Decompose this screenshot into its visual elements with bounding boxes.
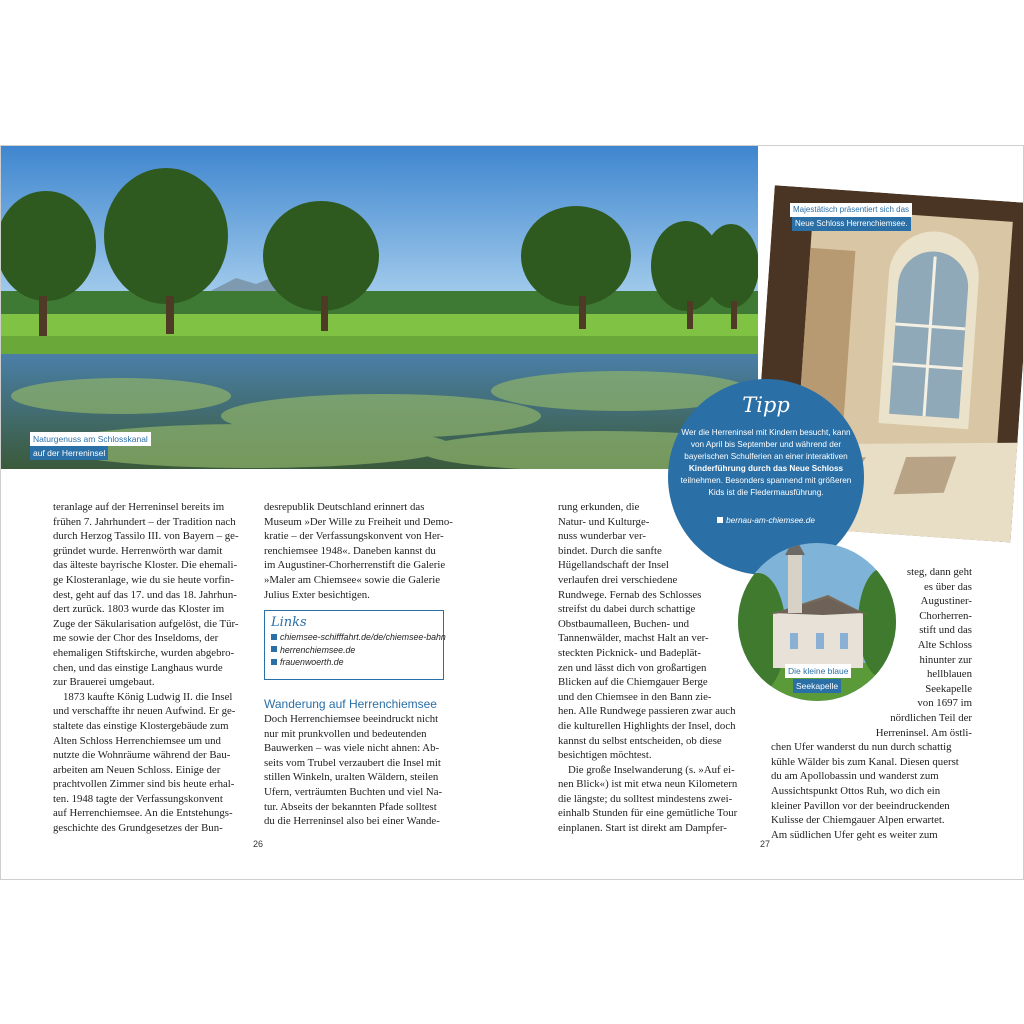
text-line: ten. 1948 tagte der Verfassungskonvent <box>53 792 223 805</box>
text-line: besichtigen möchtest. <box>558 749 652 762</box>
text-column-1 <box>53 500 249 836</box>
text-column-3 <box>558 500 753 836</box>
text-line: desrepublik Deutschland erinnert das <box>264 501 425 513</box>
text-line: kleiner Pavillon vor der beeindruckenden <box>771 799 950 812</box>
text-line: Doch Herrenchiemsee beeindruckt nicht <box>264 713 439 725</box>
text-line: nördlichen Teil der <box>890 711 972 724</box>
text-line: »Maler am Chiemsee« sowie die Galerie <box>264 573 440 586</box>
text-line: einhalb Stunden für eine gemütliche Tour <box>558 807 738 820</box>
tipp-text-before: Wer die Herreninsel mit Kindern besucht, kann von April bis September und während der bayerischen Schulferien an einer interaktiven <box>681 428 851 461</box>
text-line: und verschaffte ihr neuen Aufwind. Er ge- <box>53 705 236 718</box>
text-line: Tannenwälder, machst Halt an ver- <box>558 632 709 645</box>
text-line: im Augustiner-Chorherrenstift die Galerie <box>264 559 446 572</box>
links-title: Links <box>271 615 307 630</box>
text-line: Hügellandschaft der Insel <box>558 559 669 572</box>
text-line: tur. Abseits der bekannten Pfade solltest <box>264 800 437 813</box>
text-line: die längste; du solltest mindestens zwei- <box>558 792 733 805</box>
square-bullet-icon <box>271 646 277 652</box>
text-line: Museum »Der Wille zu Freiheit und Demo- <box>264 515 453 528</box>
text-line: Chorherren- <box>919 609 972 622</box>
square-bullet-icon <box>271 659 277 665</box>
text-line: Natur- und Kulturge- <box>558 515 650 528</box>
text-line: die kulturellen Highlights der Insel, doch <box>558 719 736 732</box>
tipp-text <box>678 427 854 499</box>
text-line: Obstbaumalleen, Buchen- und <box>558 617 690 630</box>
links-list <box>271 631 446 669</box>
text-line: Herreninsel. Am östli- <box>875 726 972 739</box>
text-line: seits vom Trubel verzaubert die Insel mit <box>264 756 441 769</box>
links-item-text: chiemsee-schifffahrt.de/de/chiemsee-bahn <box>280 632 446 642</box>
text-line: Alten Schloss Herrenchiemsee um und <box>53 734 221 747</box>
text-line: dest, geht auf das 17. und das 18. Jahrhun- <box>53 588 237 601</box>
text-line: nen Blick«) ist mit etwa neun Kilometern <box>558 778 738 791</box>
text-line: kühle Wälder bis zum Kanal. Diesen querst <box>771 755 959 768</box>
text-line: du am Apollobassin und wanderst zum <box>771 770 939 783</box>
text-column-4 <box>771 565 972 842</box>
text-line: einplanen. Start ist direkt am Dampfer- <box>558 822 727 835</box>
text-line: 1873 kaufte König Ludwig II. die Insel <box>63 690 233 703</box>
col1-lines <box>53 500 249 836</box>
text-line: Ufern, verträumten Buchten und viel Na- <box>264 785 443 798</box>
page-number-left: 26 <box>253 839 264 849</box>
text-line: hinunter zur <box>919 653 972 666</box>
col2-top-lines <box>264 500 459 602</box>
text-line: arbeiten am Neuen Schloss. Einige der <box>53 763 221 776</box>
text-line: hellblauen <box>927 668 972 681</box>
text-line: kratie – der Verfassungskonvent von Her- <box>264 530 444 543</box>
text-line: zur Brauerei umgebaut. <box>53 676 155 689</box>
text-line: du die Herreninsel also bei einer Wande- <box>264 815 440 828</box>
text-line: Bauwerken – was viele nicht ahnen: Ab- <box>264 742 440 755</box>
tipp-text-after: teilnehmen. Besonders spannend mit größeren Kids ist die Fledermausführung. <box>680 476 852 497</box>
text-line: Kulisse der Chiemgauer Alpen erwartet. <box>771 814 945 827</box>
links-item-text: frauenwoerth.de <box>280 657 344 667</box>
text-line: rung erkunden, die <box>558 501 640 513</box>
text-line: Blicken auf die Chiemgauer Berge <box>558 676 708 689</box>
text-line: zen und lässt dich von großartigen <box>558 661 707 674</box>
text-line: es über das <box>924 580 972 593</box>
text-line: durch Herzog Tassilo III. von Bayern – ge- <box>53 530 239 543</box>
text-line: auf Herrenchiemsee. An die Entstehungs- <box>53 807 233 820</box>
tipp-title: Tipp <box>742 393 790 417</box>
text-line: chen Ufer wanderst du nun durch schattig <box>771 741 952 754</box>
tipp-link-text: bernau-am-chiemsee.de <box>726 516 815 525</box>
text-line: steg, dann geht <box>906 566 972 578</box>
schloss-caption-line1: Majestätisch präsentiert sich das <box>790 203 912 217</box>
text-line: renchiemsee 1948«. Daneben kannst du <box>264 544 436 557</box>
tipp-text-bold: Kinderführung durch das Neue Schloss <box>688 464 844 473</box>
text-line: Zuge der Säkularisation aufgelöst, die Tür- <box>53 617 239 630</box>
text-line: staltete das einstige Klostergebäude zum <box>53 719 229 732</box>
page-number-right: 27 <box>760 839 771 849</box>
section-heading: Wanderung auf Herrenchiemsee <box>264 697 437 711</box>
text-column-2-bottom <box>264 696 459 829</box>
text-line: Julius Exter besichtigen. <box>264 588 370 601</box>
text-line: kannst du selbst entscheiden, ob diese <box>558 734 722 747</box>
text-line: prachtvollen Zimmer sind bis heute erhal- <box>53 778 235 791</box>
text-line: Seekapelle <box>925 682 972 695</box>
text-line: Alte Schloss <box>917 638 972 651</box>
text-line: teranlage auf der Herreninsel bereits im <box>53 501 225 513</box>
text-line: ehemaligen Stiftskirche, wurden abgebro- <box>53 646 235 659</box>
text-line: nur mit prunkvollen und bedeutenden <box>264 727 427 740</box>
col3-narrow-lines <box>558 500 753 588</box>
links-box <box>264 610 444 680</box>
links-item[interactable] <box>271 631 446 644</box>
text-line: Rundwege. Fernab des Schlosses <box>558 588 702 601</box>
col2-bottom-lines <box>264 712 459 829</box>
links-item-text: herrenchiemsee.de <box>280 644 356 655</box>
text-line: Die große Inselwanderung (s. »Auf ei- <box>568 763 735 776</box>
col4-full-lines <box>771 740 972 842</box>
text-line: nuss wunderbar ver- <box>558 530 646 543</box>
schloss-caption-line2: Neue Schloss Herrenchiemsee. <box>792 217 911 231</box>
landscape-caption-line2: auf der Herreninsel <box>30 446 108 460</box>
text-line: gründet wurde. Herrenwörth war damit <box>53 544 223 557</box>
text-line: hen. Alle Rundwege passieren zwar auch <box>558 705 736 718</box>
links-item[interactable] <box>271 656 437 669</box>
text-line: me sowie der Chor des Inseldoms, der <box>53 632 219 645</box>
text-line: streifst du dabei durch schattige <box>558 603 696 616</box>
text-line: Augustiner- <box>920 595 972 608</box>
text-line: verlaufen drei verschiedene <box>558 573 678 586</box>
col4-narrow-lines <box>771 565 972 740</box>
text-line: nutzte die Wohnräume während der Bau- <box>53 749 231 762</box>
square-bullet-icon <box>271 634 277 640</box>
text-line: das älteste bayrische Kloster. Die ehemali- <box>53 559 238 572</box>
text-line: steckten Picknick- und Badeplät- <box>558 646 702 659</box>
kapelle-caption-line2: Seekapelle <box>793 679 841 693</box>
text-line: stillen Winkeln, uralten Wäldern, steilen <box>264 771 439 784</box>
kapelle-caption-line1: Die kleine blaue <box>785 664 851 678</box>
text-line: geschichte des Grundgesetzes der Bun- <box>53 822 223 835</box>
text-line: bindet. Durch die sanfte <box>558 544 662 557</box>
text-line: frühen 7. Jahrhundert – der Tradition nach <box>53 515 236 528</box>
text-column-2-top <box>264 500 459 602</box>
text-line: ge Klosteranlage, wie du sie heute vorfin- <box>53 573 234 586</box>
text-line: dert zurück. 1803 wurde das Kloster im <box>53 603 225 616</box>
col3-full-lines <box>558 588 753 836</box>
landscape-photo <box>1 146 758 469</box>
text-line: chen, und das einstige Langhaus wurde <box>53 661 223 674</box>
landscape-caption-line1: Naturgenuss am Schlosskanal <box>30 432 151 446</box>
text-line: stift und das <box>919 624 972 637</box>
text-line: von 1697 im <box>917 697 972 710</box>
text-line: Am südlichen Ufer geht es weiter zum <box>771 828 938 841</box>
text-line: und den Chiemsee in den Bann zie- <box>558 690 712 703</box>
links-item[interactable] <box>271 644 437 657</box>
text-line: Aussichtspunkt Ottos Ruh, wo dich ein <box>771 784 941 797</box>
